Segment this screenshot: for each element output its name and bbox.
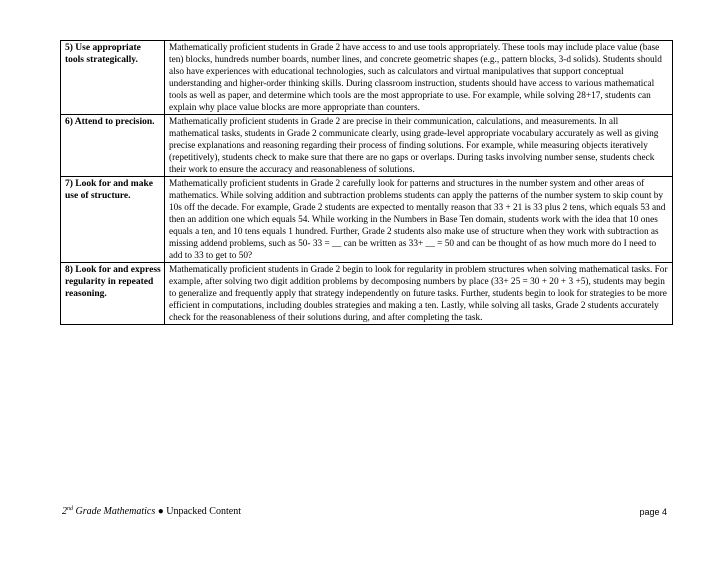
table-row bbox=[61, 41, 673, 115]
practice-standard-7: 7) Look for and make use of structure. bbox=[61, 177, 165, 263]
table-row bbox=[61, 115, 673, 177]
footer-document-title bbox=[62, 505, 241, 519]
practice-description-5: Mathematically proficient students in Grade 2 have access to and use tools appropriately. These tools may include place value (base ten) blocks, hundreds number boards, number lines, and concrete geometric shapes (e.g., pattern blocks, 3-d solids). Students should also have experiences with educational technologies, such as calculators and virtual manipulatives that support conceptual understanding and higher-order thinking skills. During classroom instruction, students should have access to various mathematical tools as well as paper, and determine which tools are the most appropriate to use. For example, while solving 28+17, students can explain why place value blocks are more appropriate than counters. bbox=[165, 41, 673, 115]
table-row bbox=[61, 263, 673, 325]
footer-grade-number: 2 bbox=[62, 506, 67, 517]
table-row bbox=[61, 177, 673, 263]
mathematical-practices-table bbox=[60, 40, 673, 325]
footer-subject: Grade Mathematics bbox=[73, 506, 156, 517]
practice-standard-5: 5) Use appropriate tools strategically. bbox=[61, 41, 165, 115]
practice-standard-6: 6) Attend to precision. bbox=[61, 115, 165, 177]
practice-description-8: Mathematically proficient students in Grade 2 begin to look for regularity in problem structures when solving mathematical tasks. For example, after solving two digit addition problems by decomposing numbers by place (33+ 25 = 30 + 20 + 3 +5), students may begin to generalize and frequently apply that strategy independently on future tasks. Further, students begin to look for strategies to be more efficient in computations, including doubles strategies and making a ten. Lastly, while solving all tasks, Grade 2 students accurately check for the reasonableness of their solutions during, and after completing the task. bbox=[165, 263, 673, 325]
practice-standard-8: 8) Look for and express regularity in repeated reasoning. bbox=[61, 263, 165, 325]
practice-description-7: Mathematically proficient students in Grade 2 carefully look for patterns and structures in the number system and other areas of mathematics. While solving addition and subtraction problems students can apply the patterns of the number system to skip count by 10s off the decade. For example, Grade 2 students are expected to mentally reason that 33 + 21 is 33 plus 2 tens, which equals 53 and then an addition one which equals 54. While working in the Numbers in Base Ten domain, students work with the idea that 10 ones equals a ten, and 10 tens equals 1 hundred. Further, Grade 2 students also make use of structure when they work with subtraction as missing addend problems, such as 50- 33 = __ can be written as 33+ __ = 50 and can be thought of as how much more do I need to add to 33 to get to 50? bbox=[165, 177, 673, 263]
practice-description-6: Mathematically proficient students in Grade 2 are precise in their communication, calculations, and measurements. In all mathematical tasks, students in Grade 2 communicate clearly, using grade-level appropriate vocabulary accurately as well as giving precise explanations and reasoning regarding their process of finding solutions. For example, while measuring objects iteratively (repetitively), students check to make sure that there are no gaps or overlaps. During tasks involving number sense, students check their work to ensure the accuracy and reasonableness of solutions. bbox=[165, 115, 673, 177]
footer-page-number: page 4 bbox=[639, 507, 667, 517]
footer-grade-suffix: nd bbox=[67, 506, 73, 512]
footer-bullet-separator: ● bbox=[155, 506, 167, 517]
footer-doc-title: Unpacked Content bbox=[166, 506, 241, 517]
page-footer bbox=[62, 505, 667, 519]
